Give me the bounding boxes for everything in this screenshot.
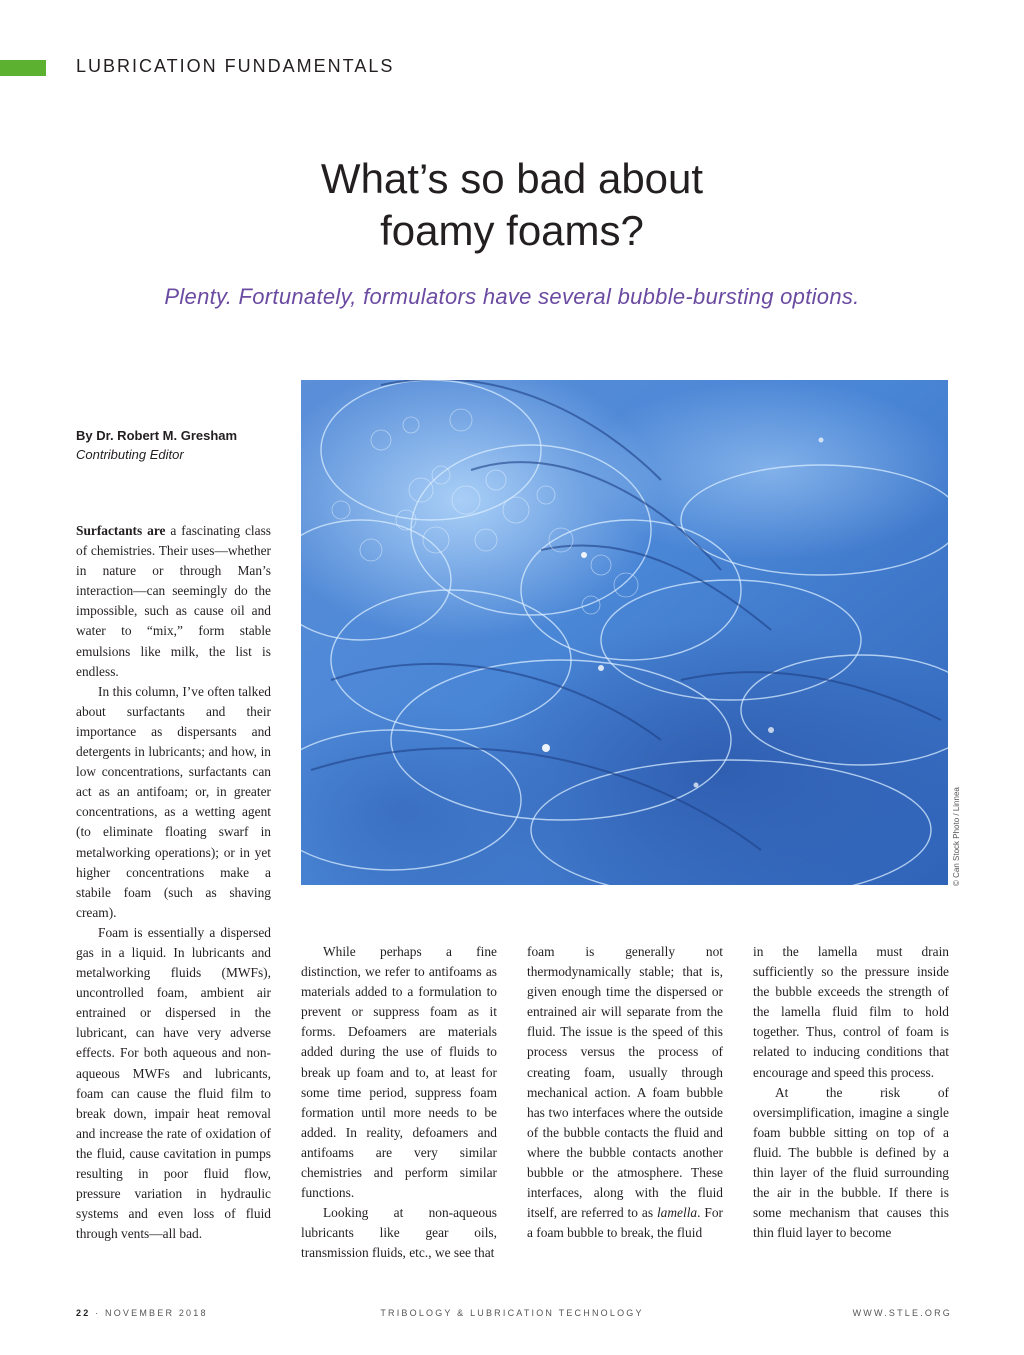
foam-bubbles-photo xyxy=(301,380,948,885)
body-column-4 xyxy=(753,942,949,1243)
paragraph: In this column, I’ve often talked about surfactants and their importance as dispersants and detergents in lubricants; and how, in low concentrations, surfactants can act as an antifoam; or, in greater concentrations, as a wetting agent (to eliminate floating swarf in metalworking operations); or in yet higher concentrations make a stabile foam (such as shaving cream). xyxy=(76,683,271,920)
article-title xyxy=(0,153,1024,257)
section-label: LUBRICATION FUNDAMENTALS xyxy=(76,56,395,76)
section-accent-bar xyxy=(0,60,46,76)
body-column-2 xyxy=(301,942,497,1264)
lead-in: Surfactants are xyxy=(76,523,166,538)
foam-bubbles-illustration xyxy=(301,380,948,885)
page-number: 22 xyxy=(76,1308,91,1318)
article-title-line-2: foamy foams? xyxy=(380,207,644,254)
paragraph-text: . For a foam bubble to break, the fluid xyxy=(527,1205,723,1241)
paragraph xyxy=(76,521,271,682)
article-subtitle: Plenty. Fortunately, formulators have several bubble-bursting options. xyxy=(164,284,860,309)
article-title-line-1: What’s so bad about xyxy=(320,155,704,202)
paragraph: Foam is essentially a dispersed gas in a liquid. In lubricants and metalworking fluids (MWFs), uncontrolled foam, ambient air entrained or dispersed in the lubricant, can have very adverse effects. For both aqueous and non-aqueous MWFs and lubricants, foam can cause the fluid film to break down, impair heat removal and increase the rate of oxidation of the fluid, cause cavitation in pumps resulting in poor fluid flow, pressure variation in hydraulic systems and even loss of fluid through vents—all bad. xyxy=(76,924,271,1242)
paragraph-text: a fascinating class of chemistries. Their uses—whether in nature or through Man’s interaction—can seemingly do the impossible, such as cause oil and water to “mix,” form stable emulsions like milk, the list is endless. xyxy=(76,523,271,679)
body-column-1 xyxy=(76,521,271,1244)
website-link[interactable]: WWW.STLE.ORG xyxy=(852,1308,952,1318)
issue-date: NOVEMBER 2018 xyxy=(105,1308,208,1318)
paragraph: At the risk of oversimplification, imagine a single foam bubble sitting on top of a fluid. The bubble is defined by a thin layer of the fluid surrounding the air in the bubble. If there is some mechanism that causes this thin fluid layer to become xyxy=(753,1084,949,1241)
author-name: By Dr. Robert M. Gresham xyxy=(76,428,238,443)
photo-credit: © Can Stock Photo / Linnea xyxy=(952,787,961,886)
author-role: Contributing Editor xyxy=(76,447,184,462)
paragraph: in the lamella must drain sufficiently so the pressure inside the bubble exceeds the strength of the lamella fluid film to hold together. Thus, control of foam is related to inducing conditions that encourage and speed this process. xyxy=(753,944,949,1080)
emphasis-lamella: lamella xyxy=(656,1205,698,1221)
body-column-3 xyxy=(527,942,723,1243)
byline xyxy=(76,426,237,464)
paragraph: Looking at non-aqueous lubricants like gear oils, transmission fluids, etc., we see that xyxy=(301,1205,497,1261)
publication-name: TRIBOLOGY & LUBRICATION TECHNOLOGY xyxy=(380,1308,644,1318)
paragraph: While perhaps a fine distinction, we refer to antifoams as materials added to a formulation to prevent or suppress foam as it forms. Defoamers are materials added during the use of fluids to break up foam and to, at least for some time period, suppress foam formation until more needs to be added. In reality, defoamers and antifoams are very similar chemistries and perform similar functions. xyxy=(301,944,497,1201)
footer-separator: · xyxy=(90,1308,106,1318)
paragraph-text: foam is generally not thermodynamically stable; that is, given enough time the dispersed or entrained air will separate from the fluid. The issue is the speed of this process versus the process of creating foam, usually through mechanical action. A foam bubble has two interfaces where the outside of the bubble contacts the fluid and where the bubble contacts another bubble or the atmosphere. These interfaces, along with the fluid itself, are referred to as xyxy=(527,944,723,1221)
paragraph xyxy=(527,942,723,1243)
